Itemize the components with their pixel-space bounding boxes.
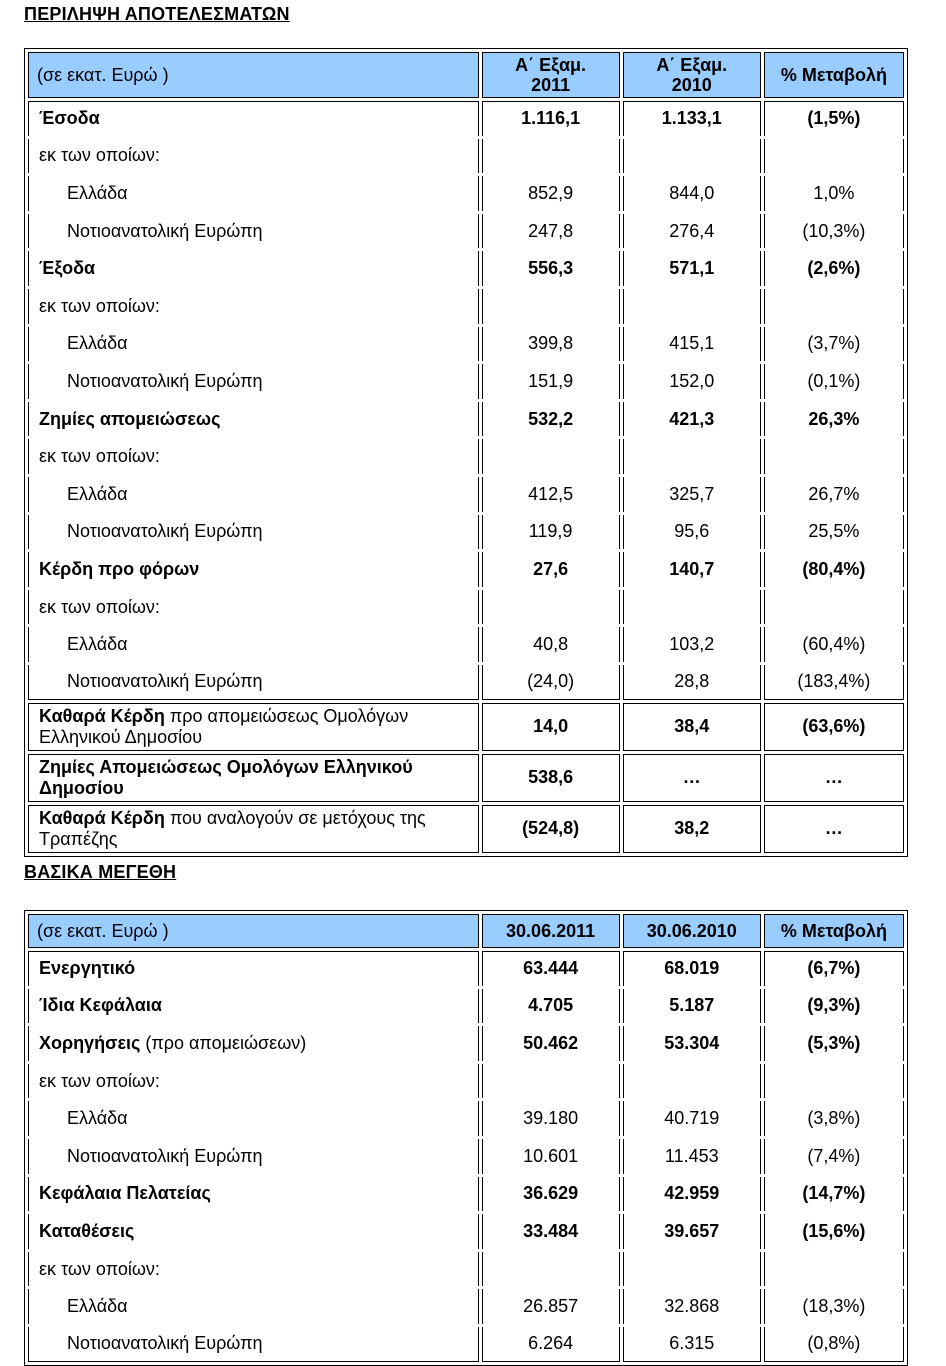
value-current: (24,0) [482, 665, 620, 700]
row-label-text: Ζημίες Απομειώσεως Ομολόγων Ελληνικού Δημοσίου [39, 756, 413, 798]
row-label [28, 176, 479, 211]
row-label-text: εκ των οποίων: [39, 446, 160, 467]
header-row [28, 52, 904, 98]
value-previous: 421,3 [623, 402, 761, 437]
value-previous: 1.133,1 [623, 101, 761, 136]
value-previous: 53.304 [623, 1026, 761, 1061]
value-previous: 68.019 [623, 951, 761, 986]
row-label [28, 1026, 479, 1061]
value-previous: … [623, 754, 761, 802]
detail-row [28, 364, 904, 399]
value-previous: 140,7 [623, 552, 761, 587]
value-change: 25,5% [764, 515, 904, 550]
row-label [28, 951, 479, 986]
value-change: (3,8%) [764, 1101, 904, 1136]
value-change: (2,6%) [764, 251, 904, 286]
row-label [28, 989, 479, 1024]
value-current: (524,8) [482, 805, 620, 853]
value-current [482, 590, 620, 625]
col-h1-2011: Α΄ Εξαμ. 2011 [482, 52, 620, 98]
value-current: 151,9 [482, 364, 620, 399]
col-date-2011: 30.06.2011 [482, 914, 620, 948]
value-current: 27,6 [482, 552, 620, 587]
row-label-text: Νοτιοανατολική Ευρώπη [67, 521, 263, 542]
row-label-text: Νοτιοανατολική Ευρώπη [67, 671, 263, 692]
row-label [28, 590, 479, 625]
value-previous [623, 590, 761, 625]
row-label [28, 515, 479, 550]
row-label-text: Νοτιοανατολική Ευρώπη [67, 1145, 263, 1166]
value-previous [623, 289, 761, 324]
row-label-text: Ελλάδα [67, 1296, 128, 1317]
value-previous: 6.315 [623, 1327, 761, 1362]
row-label-text: Ελλάδα [67, 333, 128, 354]
key-figures-title: ΒΑΣΙΚΑ ΜΕΓΕΘΗ [24, 862, 177, 882]
total-row [28, 1026, 904, 1061]
row-label [28, 327, 479, 362]
unit-header: (σε εκατ. Ευρώ ) [28, 52, 479, 98]
col-change: % Μεταβολή [764, 914, 904, 948]
value-change: (5,3%) [764, 1026, 904, 1061]
unit-header: (σε εκατ. Ευρώ ) [28, 914, 479, 948]
detail-row [28, 515, 904, 550]
row-label [28, 1327, 479, 1362]
row-label-text: εκ των οποίων: [39, 1070, 160, 1091]
summary-row [28, 703, 904, 751]
row-label-text: εκ των οποίων: [39, 145, 160, 166]
col-date-2010: 30.06.2010 [623, 914, 761, 948]
value-current: 14,0 [482, 703, 620, 751]
value-current: 39.180 [482, 1101, 620, 1136]
value-current: 26.857 [482, 1289, 620, 1324]
total-row [28, 402, 904, 437]
value-change: (0,8%) [764, 1327, 904, 1362]
value-current: 10.601 [482, 1139, 620, 1174]
row-label-text: Κεφάλαια Πελατείας [39, 1183, 211, 1204]
value-previous [623, 1252, 761, 1287]
row-label [28, 552, 479, 587]
value-previous [623, 439, 761, 474]
value-previous [623, 139, 761, 174]
value-change: (9,3%) [764, 989, 904, 1024]
value-current [482, 1064, 620, 1099]
row-label-text: Ελλάδα [67, 634, 128, 655]
value-current: 852,9 [482, 176, 620, 211]
header-row [28, 914, 904, 948]
value-current: 6.264 [482, 1327, 620, 1362]
row-label [28, 1214, 479, 1249]
detail-row [28, 627, 904, 662]
value-previous: 844,0 [623, 176, 761, 211]
value-change: 26,7% [764, 477, 904, 512]
detail-row [28, 1139, 904, 1174]
row-label-text: εκ των οποίων: [39, 1258, 160, 1279]
value-change [764, 439, 904, 474]
value-previous: 40.719 [623, 1101, 761, 1136]
value-previous: 11.453 [623, 1139, 761, 1174]
value-current: 412,5 [482, 477, 620, 512]
value-change [764, 590, 904, 625]
summary-row [28, 754, 904, 802]
value-change: (183,4%) [764, 665, 904, 700]
row-label-text: Ενεργητικό [39, 958, 136, 979]
value-change: … [764, 805, 904, 853]
value-current: 399,8 [482, 327, 620, 362]
value-change [764, 139, 904, 174]
detail-row [28, 477, 904, 512]
value-current: 556,3 [482, 251, 620, 286]
detail-row [28, 1101, 904, 1136]
value-previous: 571,1 [623, 251, 761, 286]
col-change: % Μεταβολή [764, 52, 904, 98]
value-previous: 325,7 [623, 477, 761, 512]
total-row [28, 951, 904, 986]
value-previous: 32.868 [623, 1289, 761, 1324]
subheading-row [28, 1064, 904, 1099]
subheading-row [28, 439, 904, 474]
summary-row [28, 805, 904, 853]
value-current: 538,6 [482, 754, 620, 802]
row-label [28, 139, 479, 174]
row-label [28, 754, 479, 802]
row-label [28, 289, 479, 324]
results-summary-table [24, 48, 908, 857]
col-h1-2010: Α΄ Εξαμ. 2010 [623, 52, 761, 98]
row-label-text: εκ των οποίων: [39, 596, 160, 617]
row-label [28, 364, 479, 399]
value-change [764, 289, 904, 324]
results-summary-title: ΠΕΡΙΛΗΨΗ ΑΠΟΤΕΛΕΣΜΑΤΩΝ [24, 4, 290, 24]
value-current: 50.462 [482, 1026, 620, 1061]
detail-row [28, 1327, 904, 1362]
value-current: 40,8 [482, 627, 620, 662]
row-label-text: εκ των οποίων: [39, 295, 160, 316]
row-label-text: Χορηγήσεις [39, 1032, 141, 1053]
value-previous: 5.187 [623, 989, 761, 1024]
value-previous: 152,0 [623, 364, 761, 399]
row-label-text: Ζημίες απομειώσεως [39, 408, 221, 429]
value-current [482, 139, 620, 174]
row-label-text: Νοτιοανατολική Ευρώπη [67, 370, 263, 391]
row-label-text: Νοτιοανατολική Ευρώπη [67, 220, 263, 241]
row-label [28, 402, 479, 437]
row-label [28, 703, 479, 751]
subheading-row [28, 139, 904, 174]
value-change [764, 1064, 904, 1099]
row-label-text: Καθαρά Κέρδη [39, 705, 165, 726]
row-label-text: Έξοδα [39, 258, 96, 279]
value-current: 36.629 [482, 1177, 620, 1212]
value-current: 63.444 [482, 951, 620, 986]
value-current: 4.705 [482, 989, 620, 1024]
subheading-row [28, 1252, 904, 1287]
value-change: (63,6%) [764, 703, 904, 751]
value-current: 247,8 [482, 214, 620, 249]
value-change: 26,3% [764, 402, 904, 437]
value-previous: 39.657 [623, 1214, 761, 1249]
value-change: (15,6%) [764, 1214, 904, 1249]
value-previous: 103,2 [623, 627, 761, 662]
row-label-text: Καταθέσεις [39, 1220, 135, 1241]
value-change: 1,0% [764, 176, 904, 211]
row-label [28, 627, 479, 662]
value-change: (6,7%) [764, 951, 904, 986]
row-label-note: προ απομειώσεως Ομολόγων Ελληνικού Δημοσίου [39, 705, 409, 747]
total-row [28, 552, 904, 587]
value-change [764, 1252, 904, 1287]
row-label [28, 214, 479, 249]
value-previous: 415,1 [623, 327, 761, 362]
value-current [482, 1252, 620, 1287]
subheading-row [28, 590, 904, 625]
value-previous: 42.959 [623, 1177, 761, 1212]
value-current: 1.116,1 [482, 101, 620, 136]
value-previous: 95,6 [623, 515, 761, 550]
row-label [28, 1064, 479, 1099]
value-change: (1,5%) [764, 101, 904, 136]
row-label [28, 477, 479, 512]
value-previous: 38,4 [623, 703, 761, 751]
row-label-text: Ελλάδα [67, 1108, 128, 1129]
row-label [28, 1101, 479, 1136]
value-change: (18,3%) [764, 1289, 904, 1324]
row-label-text: Έσοδα [39, 108, 100, 129]
row-label-note: (προ απομειώσεων) [140, 1032, 307, 1053]
row-label [28, 1177, 479, 1212]
value-change: (0,1%) [764, 364, 904, 399]
value-current: 119,9 [482, 515, 620, 550]
value-change: (80,4%) [764, 552, 904, 587]
total-row [28, 1214, 904, 1249]
total-row [28, 1177, 904, 1212]
total-row [28, 251, 904, 286]
detail-row [28, 665, 904, 700]
row-label [28, 101, 479, 136]
row-label [28, 1252, 479, 1287]
row-label-text: Ίδια Κεφάλαια [39, 995, 162, 1016]
detail-row [28, 176, 904, 211]
detail-row [28, 214, 904, 249]
row-label-text: Νοτιοανατολική Ευρώπη [67, 1333, 263, 1354]
value-change: (14,7%) [764, 1177, 904, 1212]
row-label-text: Κέρδη προ φόρων [39, 558, 200, 579]
value-change: … [764, 754, 904, 802]
key-figures-table [24, 910, 908, 1366]
row-label-text: Ελλάδα [67, 483, 128, 504]
row-label [28, 251, 479, 286]
value-current [482, 289, 620, 324]
detail-row [28, 327, 904, 362]
subheading-row [28, 289, 904, 324]
row-label-text: Καθαρά Κέρδη [39, 807, 165, 828]
row-label-note: που αναλογούν σε μετόχους της Τραπέζης [39, 807, 426, 849]
value-current [482, 439, 620, 474]
total-row [28, 101, 904, 136]
row-label [28, 1289, 479, 1324]
detail-row [28, 1289, 904, 1324]
value-change: (10,3%) [764, 214, 904, 249]
value-change: (60,4%) [764, 627, 904, 662]
row-label [28, 665, 479, 700]
row-label [28, 439, 479, 474]
value-previous [623, 1064, 761, 1099]
row-label [28, 1139, 479, 1174]
value-previous: 38,2 [623, 805, 761, 853]
total-row [28, 989, 904, 1024]
row-label-text: Ελλάδα [67, 182, 128, 203]
value-change: (3,7%) [764, 327, 904, 362]
value-change: (7,4%) [764, 1139, 904, 1174]
value-previous: 276,4 [623, 214, 761, 249]
value-current: 532,2 [482, 402, 620, 437]
value-current: 33.484 [482, 1214, 620, 1249]
value-previous: 28,8 [623, 665, 761, 700]
row-label [28, 805, 479, 853]
